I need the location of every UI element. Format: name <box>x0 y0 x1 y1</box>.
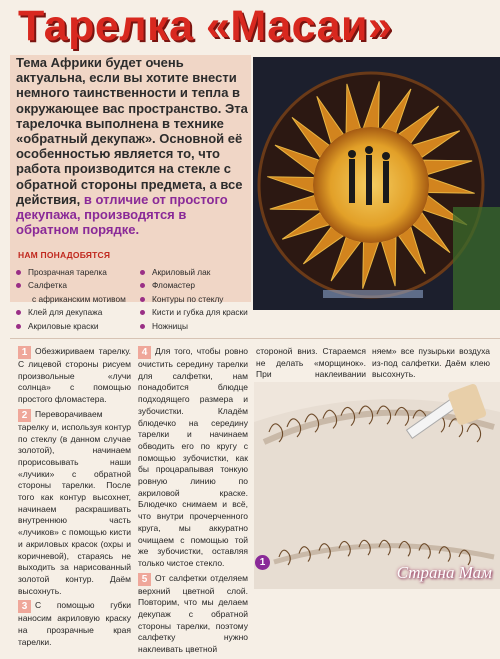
step-3: 3 С помощью губки наносим акриловую краску на прозрачные края тарелки. <box>18 600 131 647</box>
list-item: Акриловые краски <box>16 320 126 333</box>
step-4: 4 Для того, чтобы ровно очистить середину тарелки для салфетки, нам понадобится блюдце подходящего размера и зубочистки. Кладём блюдечко на середину тарелки и начинаем обводить его по кругу с помощью зубочистки, как бы процарапывая тонкую ровную линию по акриловой краске. Блюдечко снимаем и всё, что внутри прочерченного круга, мы аккуратно очищаем с помощью той же зубочистки, оставляя только чистое стекло. <box>138 346 248 568</box>
needs-list-right <box>140 266 248 333</box>
list-item: Ножницы <box>140 320 248 333</box>
bullet-icon <box>140 324 145 329</box>
photo-step-badge: 1 <box>255 555 270 570</box>
step-1: 1 Обезжириваем тарелку. С лицевой стороны рисуем произвольные «лучи солнца» с помощью простого фломастера. <box>18 346 131 405</box>
list-item: Кисти и губка для краски <box>140 306 248 319</box>
step-number: 2 <box>18 409 31 422</box>
step-5-continued-2: няем» все пузырьки воздуха из-под салфетки. Даём клею высохнуть. <box>372 346 490 380</box>
list-item: Контуры по стеклу <box>140 293 248 306</box>
column-2 <box>138 346 248 659</box>
bullet-icon <box>16 324 21 329</box>
step-number: 3 <box>18 600 31 613</box>
bullet-icon <box>16 310 21 315</box>
list-item: Акриловый лак <box>140 266 248 279</box>
intro-highlight: в отличие от простого декупажа, производятся в обратном порядке. <box>16 191 228 238</box>
step-5-continued: стороной вниз. Стараемся не делать «морщинок». При наклеивании <box>256 346 366 380</box>
needs-list-left <box>16 266 126 333</box>
bullet-icon <box>140 270 145 275</box>
process-photo <box>254 382 500 589</box>
page-title: Тарелка «Масаи» <box>18 2 393 50</box>
list-item: Салфетка <box>16 279 126 292</box>
watermark-logo: Страна Мам <box>396 563 492 582</box>
list-item-continuation: с африканским мотивом <box>32 293 126 304</box>
intro-text <box>16 55 252 237</box>
column-4 <box>372 346 490 384</box>
step-number: 4 <box>138 346 151 359</box>
section-divider <box>10 338 500 339</box>
step-number: 1 <box>18 346 31 359</box>
column-1 <box>18 346 131 651</box>
bullet-icon <box>140 310 145 315</box>
list-item: Прозрачная тарелка <box>16 266 126 279</box>
intro-main: Тема Африки будет очень актуальна, если вы хотите внести немного таинственности и тепла в окружающее вас пространство. Эта тарелочка выполнена в технике «обратный декупаж». Основной её особенностью является то, что работа производится на стекле с обратной стороны предмета, а все действия, <box>16 55 248 207</box>
step-number: 5 <box>138 573 151 586</box>
plate-photo <box>253 57 500 310</box>
list-item: Клей для декупажа <box>16 306 126 319</box>
step-2: 2 Переворачиваем тарелку и, используя контур по стеклу (в данном случае золотой), начинаем прорисовывать наши «лучики» с обратной стороны тарелки. После того как контур высохнет, начинаем раскрашивать внутреннюю часть «лучиков» с помощью кисти и акриловых красок (охры и коричневой), стараясь не выходить за нарисованный золотой контур. Даём высохнуть. <box>18 408 131 596</box>
needs-heading: НАМ ПОНАДОБЯТСЯ <box>18 250 111 260</box>
bullet-icon <box>16 283 21 288</box>
process-illustration <box>254 382 500 589</box>
plate-illustration <box>253 57 500 310</box>
bullet-icon <box>140 297 145 302</box>
bullet-icon <box>16 270 21 275</box>
list-item: Фломастер <box>140 279 248 292</box>
bullet-icon <box>140 283 145 288</box>
step-5: 5 От салфетки отделяем верхний цветной слой. Повторим, что мы делаем декупаж с обратной стороны тарелки, поэтому салфетку нужно наклеивать цветной <box>138 572 248 655</box>
